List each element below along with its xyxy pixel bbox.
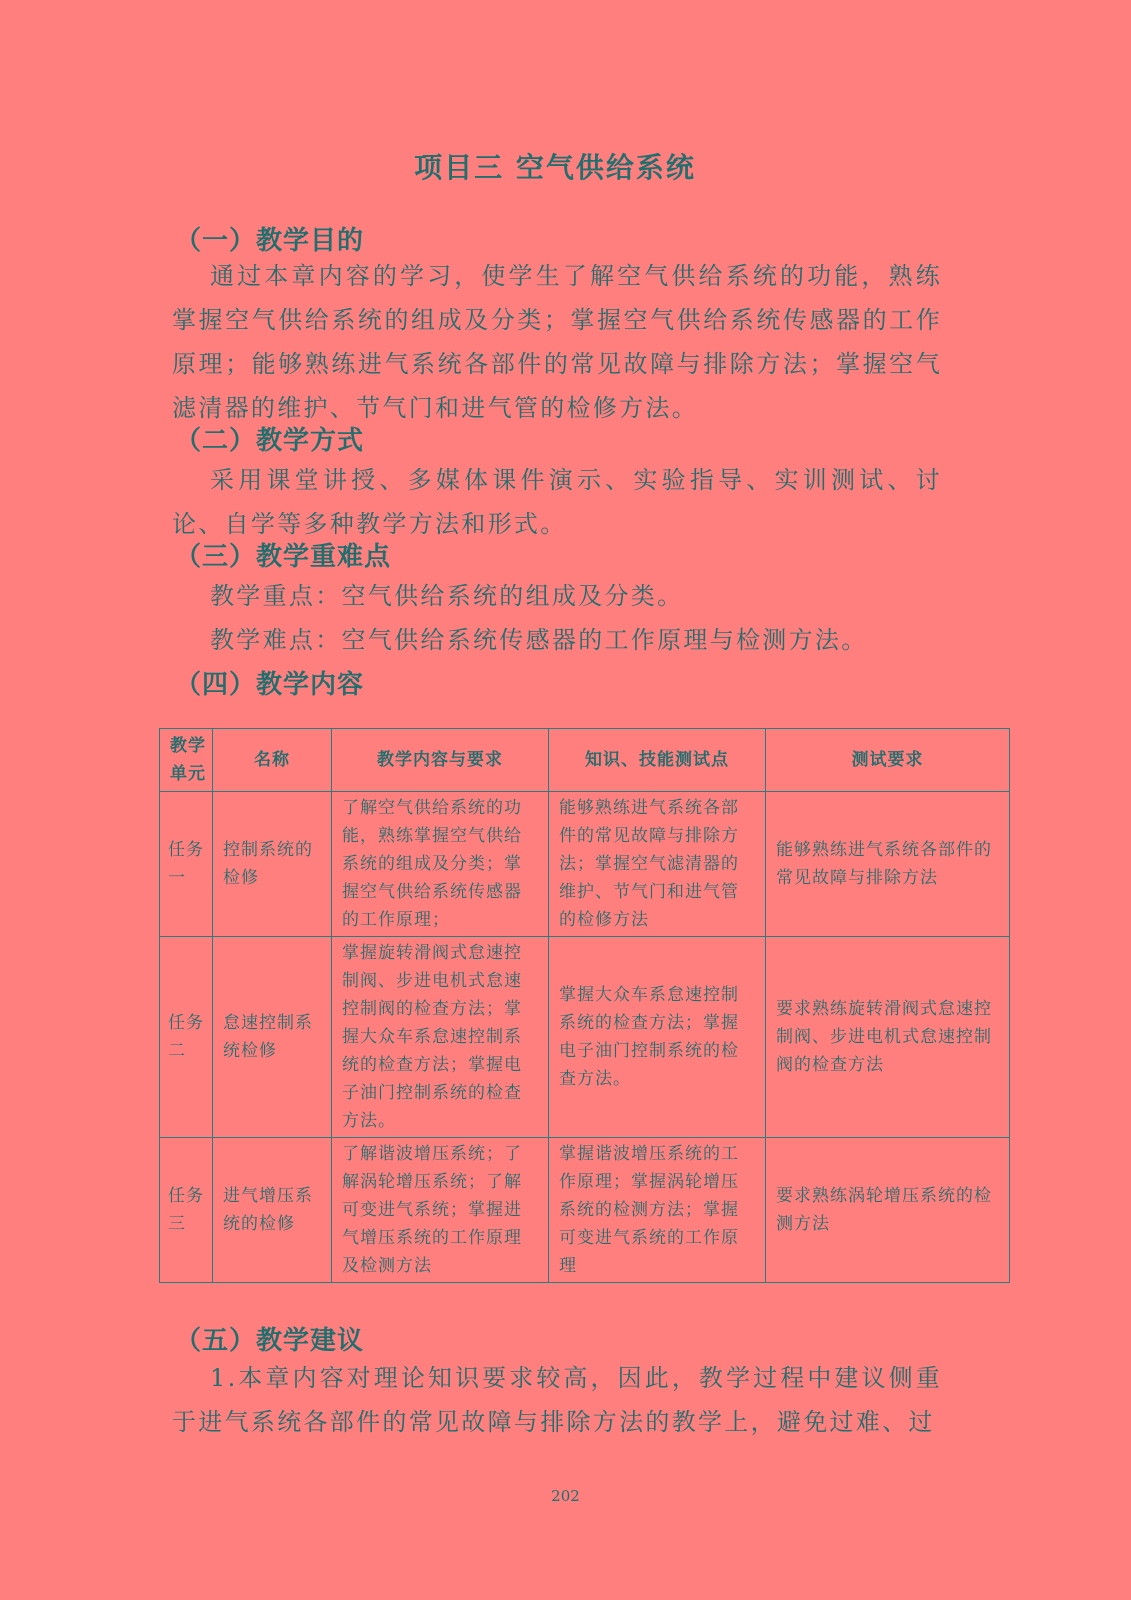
section-heading-suggestions: （五）教学建议 [175,1326,365,1356]
section-text-methods: 采用课堂讲授、多媒体课件演示、实验指导、实训测试、讨论、自学等多种教学方法和形式。 [172,466,942,538]
content-table [159,728,1010,1283]
section-heading-methods: （二）教学方式 [175,426,365,456]
cell-name: 控制系统的检修 [213,792,332,937]
table-row [160,1138,1010,1283]
page-title: 项目三 空气供给系统 [414,151,696,184]
key-point-text: 教学重点：空气供给系统的组成及分类。 [210,582,684,610]
cell-test-points: 掌握谐波增压系统的工作原理；掌握涡轮增压系统的检测方法；掌握可变进气系统的工作原理 [549,1138,766,1283]
table-row [160,792,1010,937]
section-heading-objectives: （一）教学目的 [175,226,365,256]
section-text-suggestions: 1.本章内容对理论知识要求较高，因此，教学过程中建议侧重于进气系统各部件的常见故障与排除方法的教学上，避免过难、过 [172,1364,942,1436]
section-heading-content: （四）教学内容 [175,670,365,700]
cell-content: 了解空气供给系统的功能，熟练掌握空气供给系统的组成及分类；掌握空气供给系统传感器的工作原理； [332,792,549,937]
page-number: 202 [551,1487,580,1505]
cell-test-points: 掌握大众车系怠速控制系统的检查方法；掌握电子油门控制系统的检查方法。 [549,937,766,1138]
table-header-row [160,729,1010,792]
cell-unit: 任务二 [160,937,213,1138]
section-heading-key-points: （三）教学重难点 [175,542,392,572]
cell-test-requirements: 要求熟练旋转滑阀式怠速控制阀、步进电机式怠速控制阀的检查方法 [766,937,1010,1138]
cell-test-requirements: 能够熟练进气系统各部件的常见故障与排除方法 [766,792,1010,937]
cell-unit: 任务一 [160,792,213,937]
table-row [160,937,1010,1138]
cell-content: 掌握旋转滑阀式怠速控制阀、步进电机式怠速控制阀的检查方法；掌握大众车系怠速控制系统的检查方法；掌握电子油门控制系统的检查方法。 [332,937,549,1138]
cell-content: 了解谐波增压系统；了解涡轮增压系统；了解可变进气系统；掌握进气增压系统的工作原理及检测方法 [332,1138,549,1283]
header-name: 名称 [213,729,332,792]
header-test-points: 知识、技能测试点 [549,729,766,792]
cell-unit: 任务三 [160,1138,213,1283]
cell-name: 进气增压系统的检修 [213,1138,332,1283]
section-text-objectives: 通过本章内容的学习，使学生了解空气供给系统的功能，熟练掌握空气供给系统的组成及分类；掌握空气供给系统传感器的工作原理；能够熟练进气系统各部件的常见故障与排除方法；掌握空气滤清器的维护、节气门和进气管的检修方法。 [172,262,942,422]
difficult-point-text: 教学难点：空气供给系统传感器的工作原理与检测方法。 [210,626,868,654]
header-test-requirements: 测试要求 [766,729,1010,792]
cell-name: 怠速控制系统检修 [213,937,332,1138]
cell-test-requirements: 要求熟练涡轮增压系统的检测方法 [766,1138,1010,1283]
header-content: 教学内容与要求 [332,729,549,792]
cell-test-points: 能够熟练进气系统各部件的常见故障与排除方法；掌握空气滤清器的维护、节气门和进气管的检修方法 [549,792,766,937]
header-unit: 教学单元 [160,729,213,792]
